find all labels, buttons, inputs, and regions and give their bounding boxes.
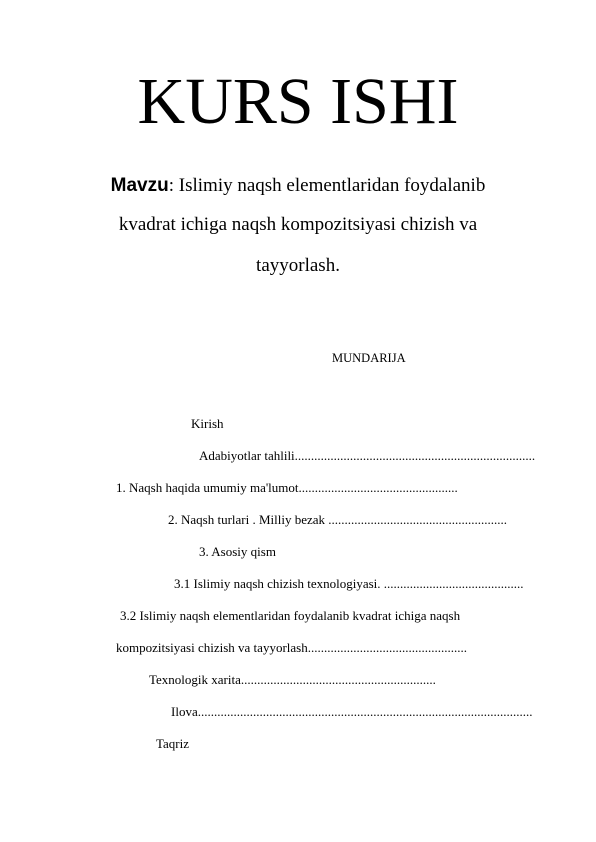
toc-item-composition-cont: kompozitsiyasi chizish va tayyorlash.................................................: [116, 640, 467, 655]
toc-item-tech-map: Texnologik xarita............................................................: [149, 672, 436, 687]
topic-line-3: tayyorlash.: [256, 255, 340, 276]
toc-item-general-info: 1. Naqsh haqida umumiy ma'lumot.................................................: [116, 480, 458, 495]
topic-separator: :: [168, 175, 179, 196]
contents-heading: MUNDARIJA: [332, 351, 406, 365]
toc-item-literature: Adabiyotlar tahlili..........................................................................: [199, 448, 536, 463]
topic-text-1: Islimiy naqsh elementlaridan foydalanib: [178, 175, 486, 196]
topic-label: Mavzu: [110, 175, 169, 196]
topic-line-2: kvadrat ichiga naqsh kompozitsiyasi chizish va: [118, 214, 478, 235]
toc-item-technology: 3.1 Islimiy naqsh chizish texnologiyasi. ...........................................: [174, 576, 524, 591]
toc-item-intro: Kirish: [191, 416, 224, 431]
topic-line-1: [0, 174, 596, 198]
page-title: KURS ISHI: [137, 65, 459, 138]
toc-item-main-part: 3. Asosiy qism: [199, 544, 276, 559]
toc-item-appendix: Ilova.......................................................................................................: [171, 704, 533, 719]
toc-item-composition: 3.2 Islimiy naqsh elementlaridan foydalanib kvadrat ichiga naqsh: [120, 608, 461, 623]
toc-item-pattern-types: 2. Naqsh turlari . Milliy bezak .......................................................: [168, 512, 508, 527]
toc-item-review: Taqriz: [156, 736, 190, 751]
